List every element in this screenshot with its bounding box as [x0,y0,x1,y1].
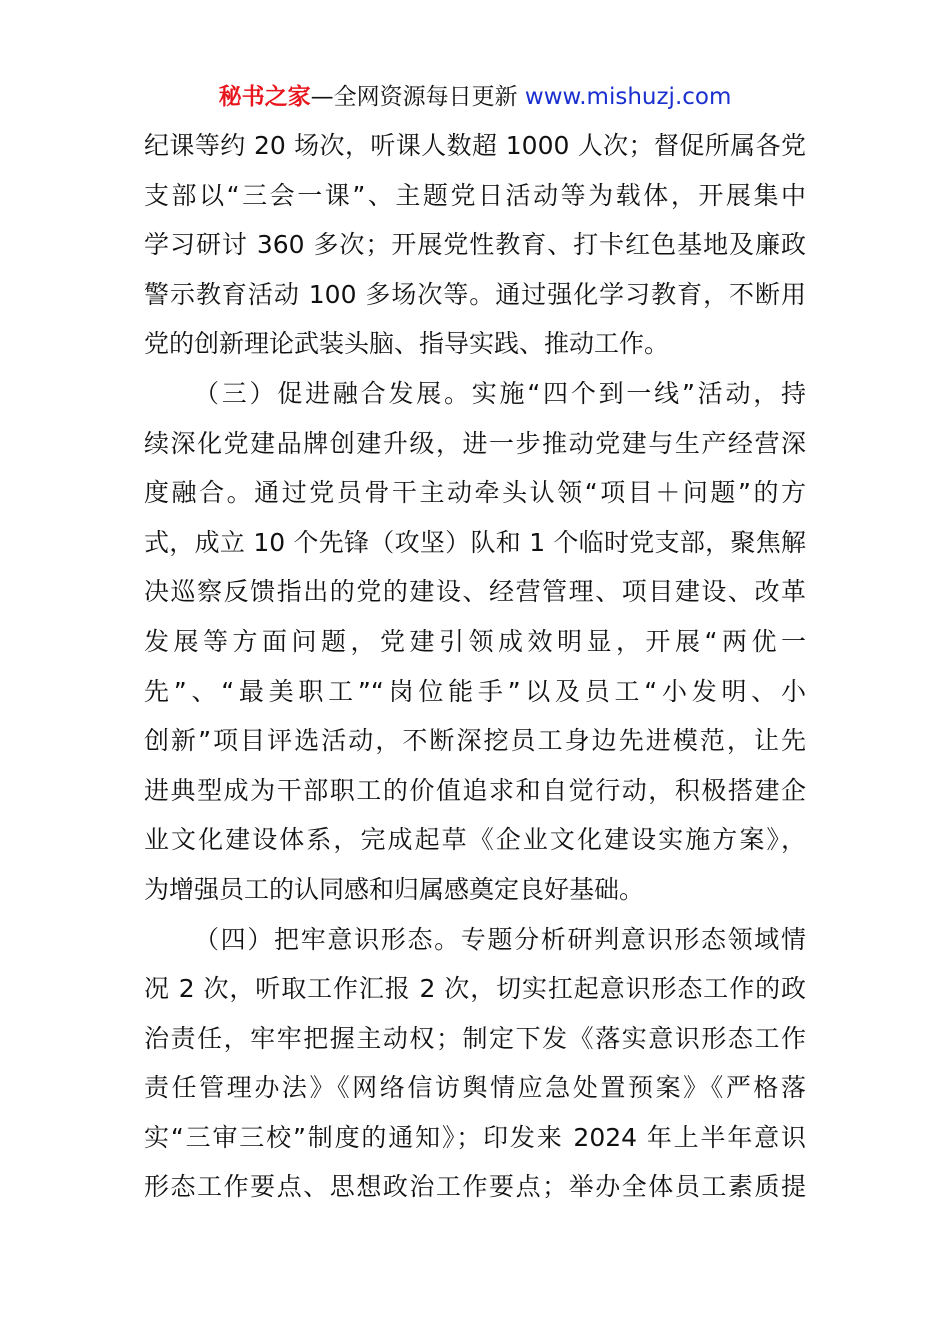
text-line: 实“三审三校”制度的通知》；印发来 2024 年上半年意识 [144,1122,806,1152]
text-line: 学习研讨 360 多次；开展党性教育、打卡红色基地及廉政 [144,230,806,260]
text-line: 决巡察反馈指出的党的建设、经营管理、项目建设、改革 [144,577,806,607]
text-line: 治责任，牢牢把握主动权；制定下发《落实意识形态工作 [144,1023,806,1053]
text-line: 业文化建设体系，完成起草《企业文化建设实施方案》， [144,825,806,855]
site-header [0,80,950,114]
text-line: 度融合。通过党员骨干主动牵头认领“项目＋问题”的方 [144,478,806,508]
text-line: 续深化党建品牌创建升级，进一步推动党建与生产经营深 [144,428,806,458]
text-line: 纪课等约 20 场次，听课人数超 1000 人次；督促所属各党 [144,131,806,160]
text-line: 况 2 次，听取工作汇报 2 次，切实扛起意识形态工作的政 [144,974,806,1004]
text-line: 为增强员工的认同感和归属感奠定良好基础。 [144,874,645,904]
paragraph-start-line: （三）促进融合发展。实施“四个到一线”活动，持 [194,378,806,408]
paragraph-start-line: （四）把牢意识形态。专题分析研判意识形态领域情 [194,924,806,954]
site-tagline: —全网资源每日更新 [310,84,518,110]
site-brand: 秘书之家 [218,84,311,110]
text-line: 式，成立 10 个先锋（攻坚）队和 1 个临时党支部，聚焦解 [144,527,806,557]
text-line: 发展等方面问题，党建引领成效明显，开展“两优一 [144,626,806,656]
text-line: 形态工作要点、思想政治工作要点；举办全体员工素质提 [144,1172,806,1202]
document-body [144,121,806,1212]
text-line: 责任管理办法》《网络信访舆情应急处置预案》《严格落 [144,1073,806,1103]
text-line: 先”、“最美职工”“岗位能手”以及员工“小发明、小 [144,676,806,706]
text-line: 进典型成为干部职工的价值追求和自觉行动，积极搭建企 [144,775,806,805]
site-url-link[interactable]: www.mishuzj.com [524,84,732,110]
text-line: 支部以“三会一课”、主题党日活动等为载体，开展集中 [144,180,806,210]
text-line: 警示教育活动 100 多场次等。通过强化学习教育，不断用 [144,279,806,309]
text-line: 党的创新理论武装头脑、指导实践、推动工作。 [144,329,670,359]
text-line: 创新”项目评选活动，不断深挖员工身边先进模范，让先 [144,726,806,756]
